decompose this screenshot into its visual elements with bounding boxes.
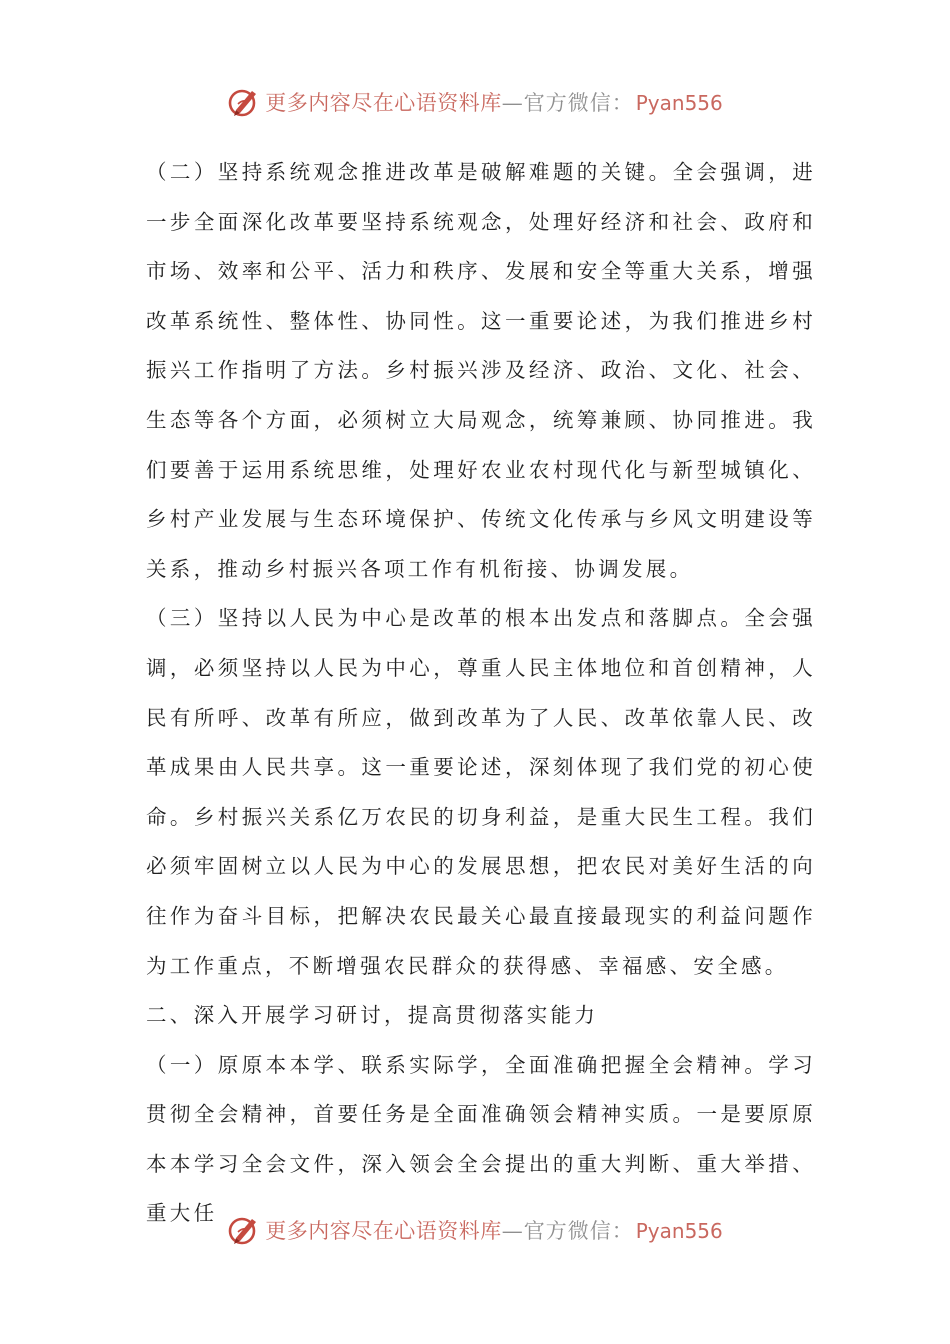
section-heading-two: 二、深入开展学习研讨，提高贯彻落实能力 [146, 1003, 599, 1028]
banner-wechat-id: Pyan556 [635, 91, 723, 115]
banner-dash: — [501, 1219, 524, 1243]
footer-watermark-banner [0, 1206, 950, 1254]
pen-logo-icon [227, 85, 261, 119]
paragraph-point-three: （三）坚持以人民为中心是改革的根本出发点和落脚点。全会强调，必须坚持以人民为中心，尊重人民主体地位和首创精神，人民有所呼、改革有所应，做到改革为了人民、改革依靠人民、改革成果由人民共享。这一重要论述，深刻体现了我们党的初心使命。乡村振兴关系亿万农民的切身利益，是重大民生工程。我们必须牢固树立以人民为中心的发展思想，把农民对美好生活的向往作为奋斗目标，把解决农民最关心最直接最现实的利益问题作为工作重点，不断增强农民群众的获得感、幸福感、安全感。 [146, 606, 816, 978]
banner-wechat-id: Pyan556 [635, 1219, 723, 1243]
banner-site-text: 更多内容尽在心语资料库 [265, 91, 502, 115]
paragraph-study-point-one: （一）原原本本学、联系实际学，全面准确把握全会精神。学习贯彻全会精神，首要任务是全面准确领会精神实质。一是要原原本本学习全会文件，深入领会全会提出的重大判断、重大举措、重大任 [146, 1052, 816, 1226]
banner-official-text: 官方微信： [523, 1219, 634, 1243]
header-watermark-banner [0, 78, 950, 126]
document-body [146, 148, 816, 1239]
banner-dash: — [501, 91, 524, 115]
paragraph-point-two: （二）坚持系统观念推进改革是破解难题的关键。全会强调，进一步全面深化改革要坚持系统观念，处理好经济和社会、政府和市场、效率和公平、活力和秩序、发展和安全等重大关系，增强改革系统性、整体性、协同性。这一重要论述，为我们推进乡村振兴工作指明了方法。乡村振兴涉及经济、政治、文化、社会、生态等各个方面，必须树立大局观念，统筹兼顾、协同推进。我们要善于运用系统思维，处理好农业农村现代化与新型城镇化、乡村产业发展与生态环境保护、传统文化传承与乡风文明建设等关系，推动乡村振兴各项工作有机衔接、协调发展。 [146, 160, 816, 581]
banner-site-text: 更多内容尽在心语资料库 [265, 1219, 502, 1243]
pen-logo-icon [227, 1213, 261, 1247]
banner-official-text: 官方微信： [523, 91, 634, 115]
